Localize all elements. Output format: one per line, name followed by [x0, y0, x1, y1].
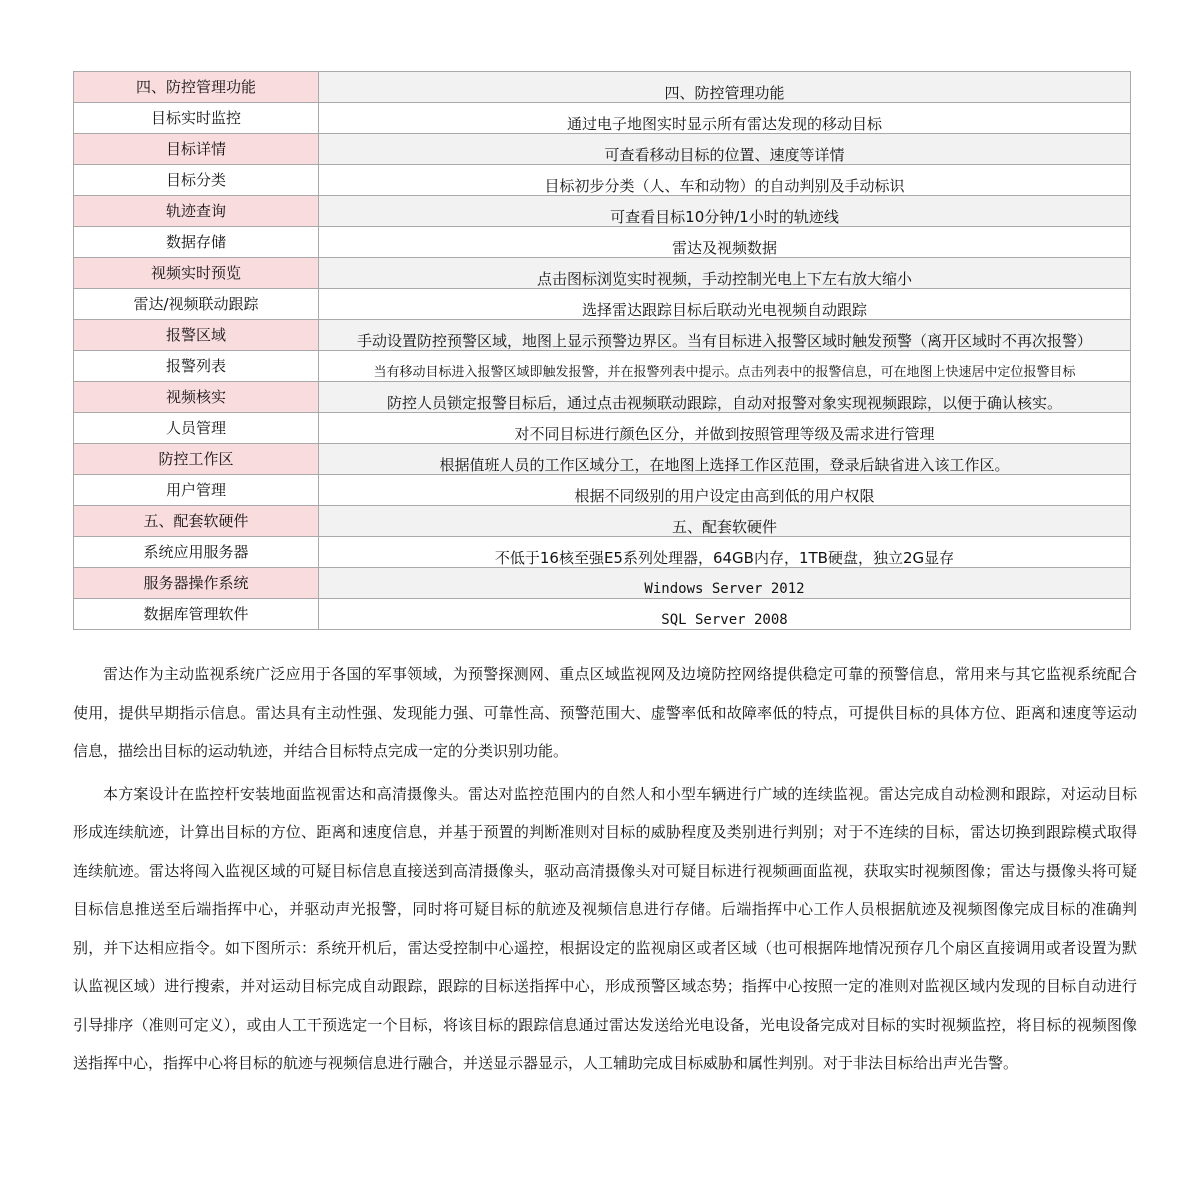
row-description: 四、防控管理功能 [319, 72, 1131, 103]
row-description: SQL Server 2008 [319, 599, 1131, 630]
table-row [74, 444, 1131, 475]
row-label: 防控工作区 [74, 444, 319, 475]
table-row [74, 599, 1131, 630]
row-label: 目标分类 [74, 165, 319, 196]
row-label: 用户管理 [74, 475, 319, 506]
table-row [74, 413, 1131, 444]
row-description: 当有移动目标进入报警区域即触发报警，并在报警列表中提示。点击列表中的报警信息，可在地图上快速居中定位报警目标 [319, 351, 1131, 382]
table-row [74, 289, 1131, 320]
table-row [74, 227, 1131, 258]
table-row [74, 72, 1131, 103]
row-description: 可查看移动目标的位置、速度等详情 [319, 134, 1131, 165]
paragraph: 雷达作为主动监视系统广泛应用于各国的军事领域，为预警探测网、重点区域监视网及边境防控网络提供稳定可靠的预警信息，常用来与其它监视系统配合使用，提供早期指示信息。雷达具有主动性强、发现能力强、可靠性高、预警范围大、虚警率低和故障率低的特点，可提供目标的具体方位、距离和速度等运动信息，描绘出目标的运动轨迹，并结合目标特点完成一定的分类识别功能。 [73, 665, 1137, 760]
row-label: 四、防控管理功能 [74, 72, 319, 103]
table-row [74, 568, 1131, 599]
table-row [74, 506, 1131, 537]
row-label: 数据库管理软件 [74, 599, 319, 630]
row-description: 选择雷达跟踪目标后联动光电视频自动跟踪 [319, 289, 1131, 320]
table-row [74, 320, 1131, 351]
row-label: 系统应用服务器 [74, 537, 319, 568]
row-label: 目标详情 [74, 134, 319, 165]
row-label: 目标实时监控 [74, 103, 319, 134]
table-row [74, 165, 1131, 196]
table-row [74, 382, 1131, 413]
row-description: 可查看目标10分钟/1小时的轨迹线 [319, 196, 1131, 227]
row-label: 雷达/视频联动跟踪 [74, 289, 319, 320]
row-label: 视频核实 [74, 382, 319, 413]
row-description: 防控人员锁定报警目标后，通过点击视频联动跟踪，自动对报警对象实现视频跟踪，以便于确认核实。 [319, 382, 1131, 413]
row-description: 根据不同级别的用户设定由高到低的用户权限 [319, 475, 1131, 506]
table-row [74, 134, 1131, 165]
row-label: 轨迹查询 [74, 196, 319, 227]
row-label: 数据存储 [74, 227, 319, 258]
row-label: 五、配套软硬件 [74, 506, 319, 537]
row-label: 报警区域 [74, 320, 319, 351]
row-description: 不低于16核至强E5系列处理器，64GB内存，1TB硬盘，独立2G显存 [319, 537, 1131, 568]
row-description: 通过电子地图实时显示所有雷达发现的移动目标 [319, 103, 1131, 134]
body-text [73, 655, 1137, 1087]
spec-table [73, 71, 1131, 630]
table-row [74, 258, 1131, 289]
row-description: 手动设置防控预警区域，地图上显示预警边界区。当有目标进入报警区域时触发预警（离开区域时不再次报警） [319, 320, 1131, 351]
row-description: 五、配套软硬件 [319, 506, 1131, 537]
row-description: 目标初步分类（人、车和动物）的自动判别及手动标识 [319, 165, 1131, 196]
table-row [74, 196, 1131, 227]
table-row [74, 103, 1131, 134]
row-description: 对不同目标进行颜色区分，并做到按照管理等级及需求进行管理 [319, 413, 1131, 444]
row-label: 服务器操作系统 [74, 568, 319, 599]
row-description: 根据值班人员的工作区域分工，在地图上选择工作区范围，登录后缺省进入该工作区。 [319, 444, 1131, 475]
row-description: Windows Server 2012 [319, 568, 1131, 599]
row-label: 视频实时预览 [74, 258, 319, 289]
row-description: 点击图标浏览实时视频，手动控制光电上下左右放大缩小 [319, 258, 1131, 289]
row-description: 雷达及视频数据 [319, 227, 1131, 258]
paragraph: 本方案设计在监控杆安装地面监视雷达和高清摄像头。雷达对监控范围内的自然人和小型车辆进行广域的连续监视。雷达完成自动检测和跟踪，对运动目标形成连续航迹，计算出目标的方位、距离和速度信息，并基于预置的判断准则对目标的威胁程度及类别进行判别；对于不连续的目标，雷达切换到跟踪模式取得连续航迹。雷达将闯入监视区域的可疑目标信息直接送到高清摄像头，驱动高清摄像头对可疑目标进行视频画面监视，获取实时视频图像；雷达与摄像头将可疑目标信息推送至后端指挥中心，并驱动声光报警，同时将可疑目标的航迹及视频信息进行存储。后端指挥中心工作人员根据航迹及视频图像完成目标的准确判别，并下达相应指令。如下图所示：系统开机后，雷达受控制中心遥控，根据设定的监视扇区或者区域（也可根据阵地情况预存几个扇区直接调用或者设置为默认监视区域）进行搜索，并对运动目标完成自动跟踪，跟踪的目标送指挥中心，形成预警区域态势；指挥中心按照一定的准则对监视区域内发现的目标自动进行引导排序（准则可定义），或由人工干预选定一个目标，将该目标的跟踪信息通过雷达发送给光电设备，光电设备完成对目标的实时视频监控，将目标的视频图像送指挥中心，指挥中心将目标的航迹与视频信息进行融合，并送显示器显示，人工辅助完成目标威胁和属性判别。对于非法目标给出声光告警。 [73, 784, 1137, 1072]
table-row [74, 475, 1131, 506]
row-label: 人员管理 [74, 413, 319, 444]
table-row [74, 351, 1131, 382]
row-label: 报警列表 [74, 351, 319, 382]
table-row [74, 537, 1131, 568]
